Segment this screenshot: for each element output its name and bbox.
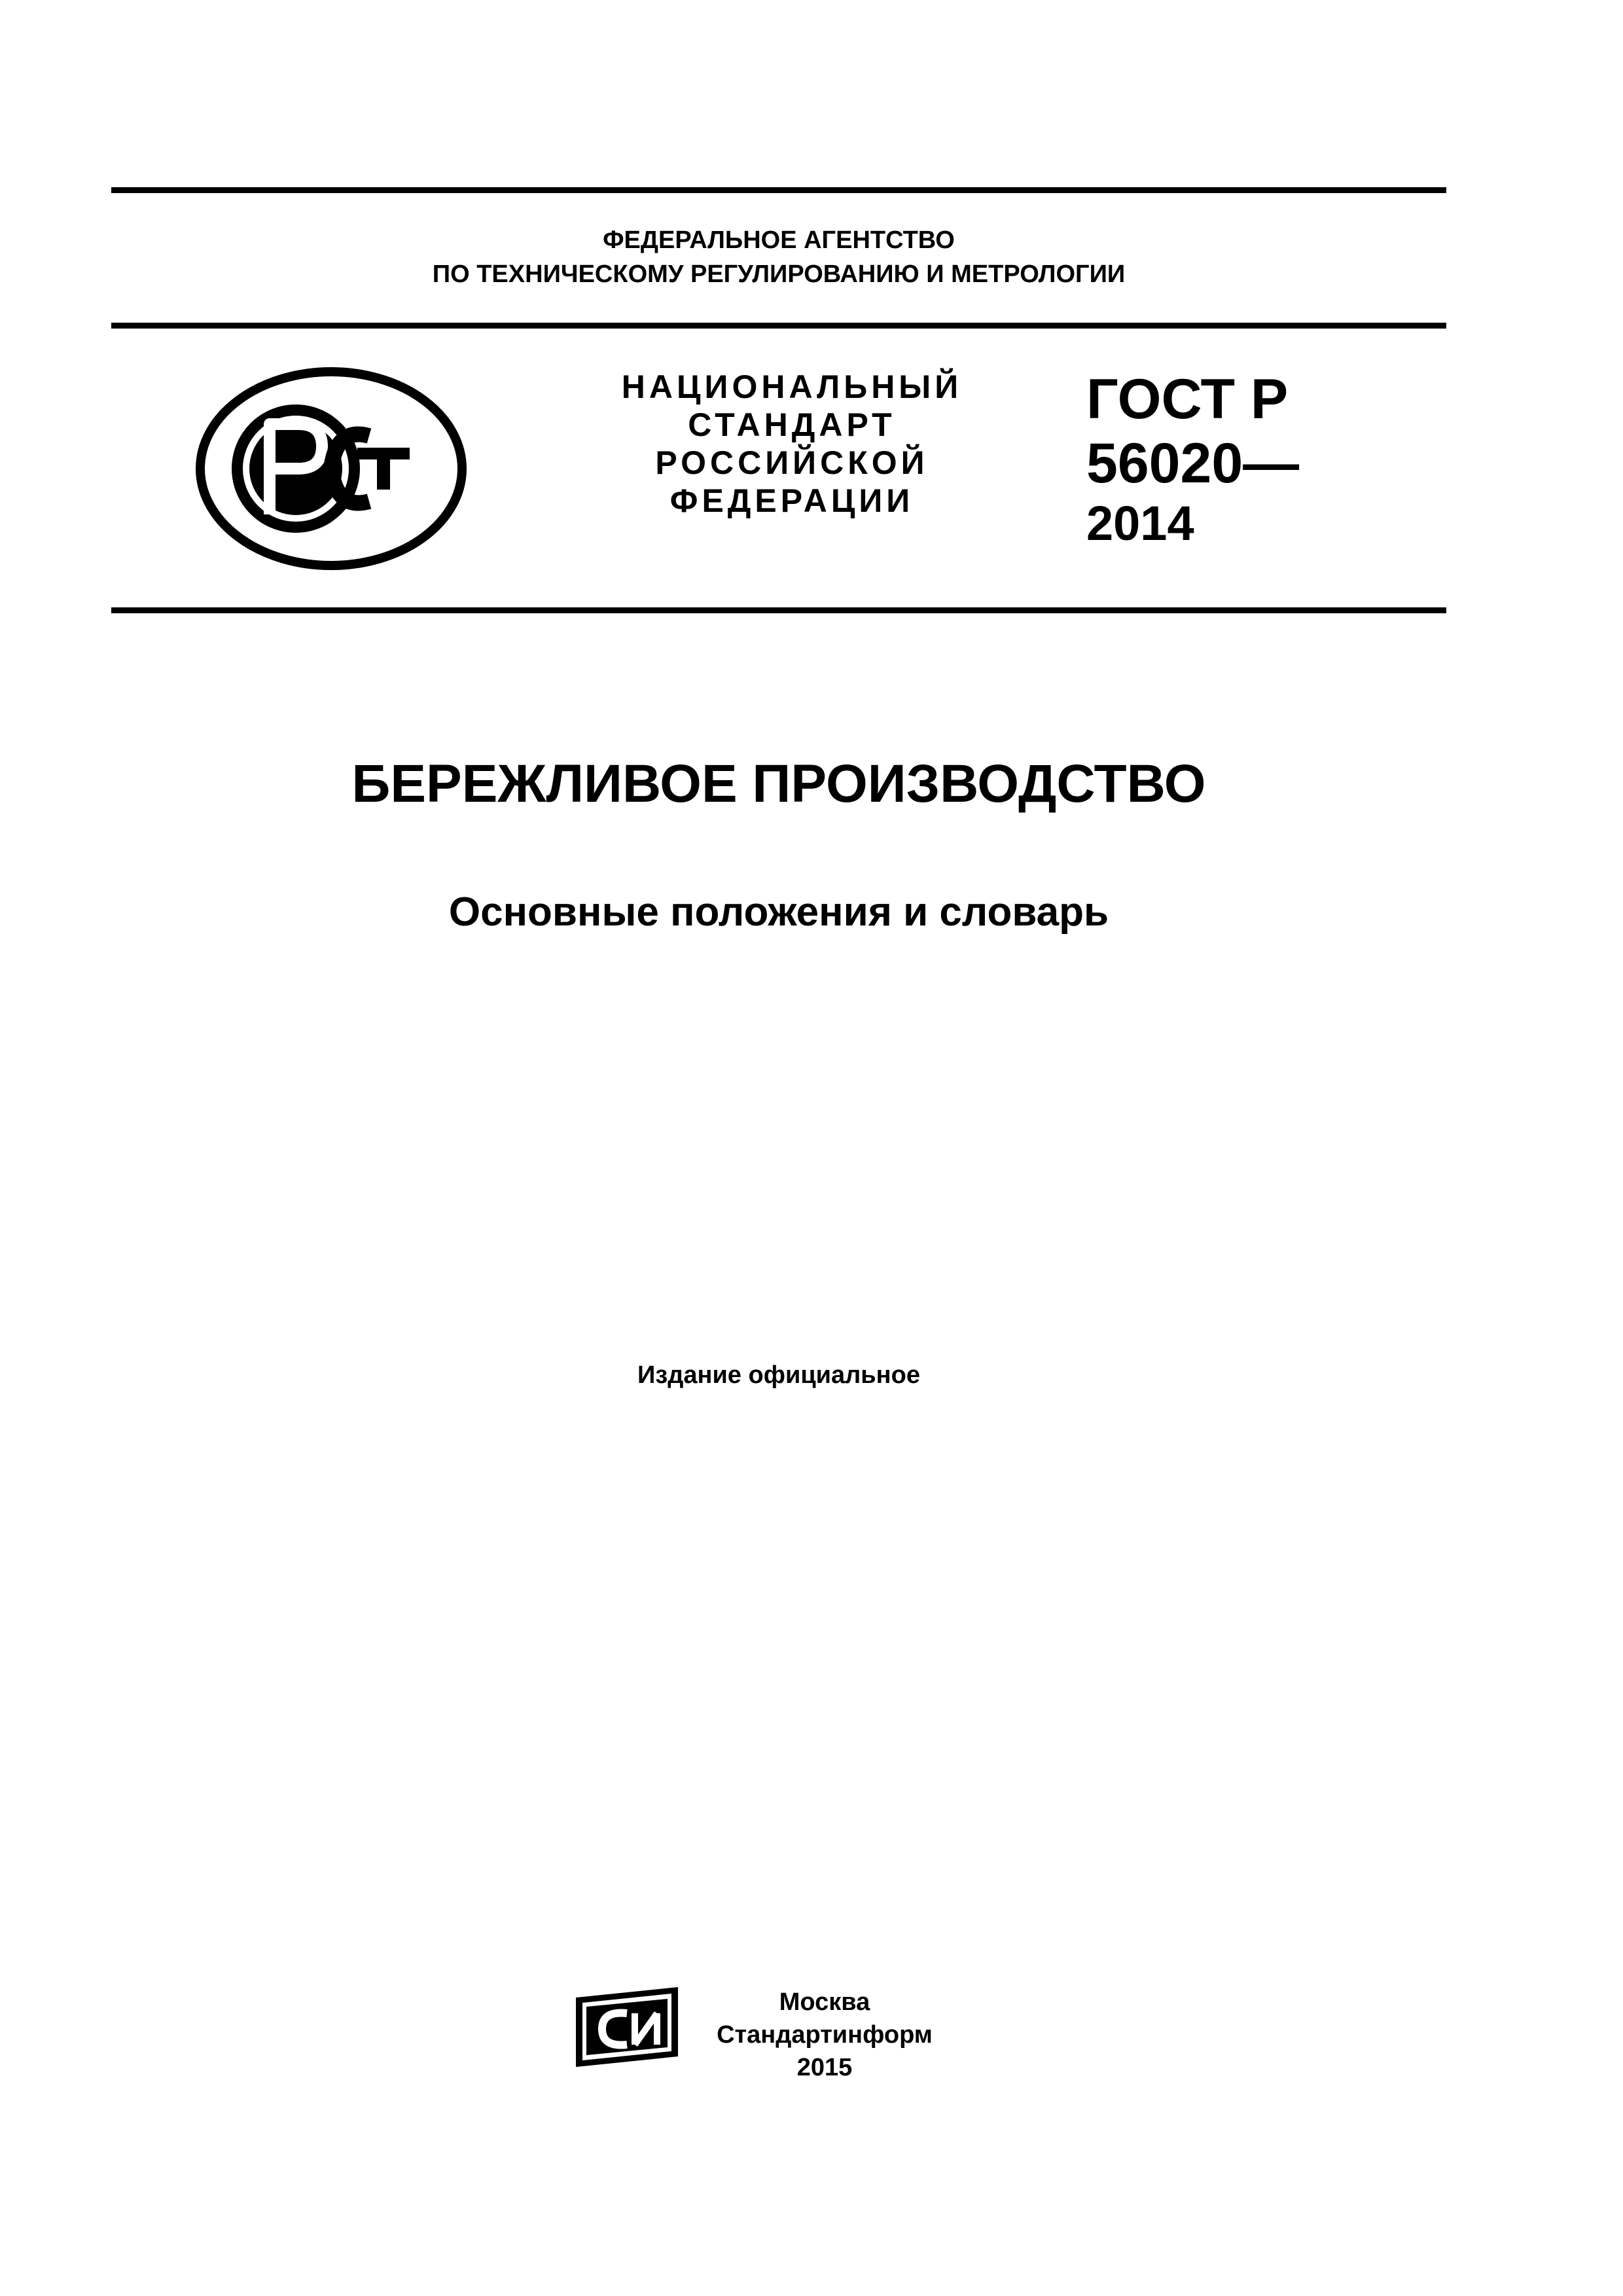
document-title: БЕРЕЖЛИВОЕ ПРОИЗВОДСТВО bbox=[351, 754, 1206, 814]
gost-designation-line2: 56020— bbox=[1086, 432, 1300, 495]
national-standard-line1: НАЦИОНАЛЬНЫЙ bbox=[621, 368, 963, 405]
top-rule bbox=[111, 187, 1446, 193]
gost-designation-year: 2014 bbox=[1086, 496, 1194, 550]
middle-rule bbox=[111, 323, 1446, 329]
edition-note: Издание официальное bbox=[637, 1361, 920, 1389]
agency-name-line1: ФЕДЕРАЛЬНОЕ АГЕНТСТВО bbox=[603, 226, 955, 254]
bottom-rule bbox=[111, 607, 1446, 613]
publisher-city: Москва bbox=[779, 1988, 870, 2016]
national-standard-line3: РОССИЙСКОЙ bbox=[655, 444, 929, 481]
national-standard-line4: ФЕДЕРАЦИИ bbox=[669, 482, 914, 519]
publisher-name: Стандартинформ bbox=[717, 2021, 933, 2049]
gost-designation-line1: ГОСТ Р bbox=[1086, 368, 1289, 431]
national-standard-line2: СТАНДАРТ bbox=[688, 406, 896, 443]
agency-name-line2: ПО ТЕХНИЧЕСКОМУ РЕГУЛИРОВАНИЮ И МЕТРОЛОГИИ bbox=[432, 260, 1126, 288]
publication-year: 2015 bbox=[796, 2054, 853, 2081]
rst-certification-logo-icon bbox=[194, 364, 469, 573]
standartinform-logo-icon bbox=[573, 1984, 681, 2070]
document-subtitle: Основные положения и словарь bbox=[448, 889, 1109, 935]
